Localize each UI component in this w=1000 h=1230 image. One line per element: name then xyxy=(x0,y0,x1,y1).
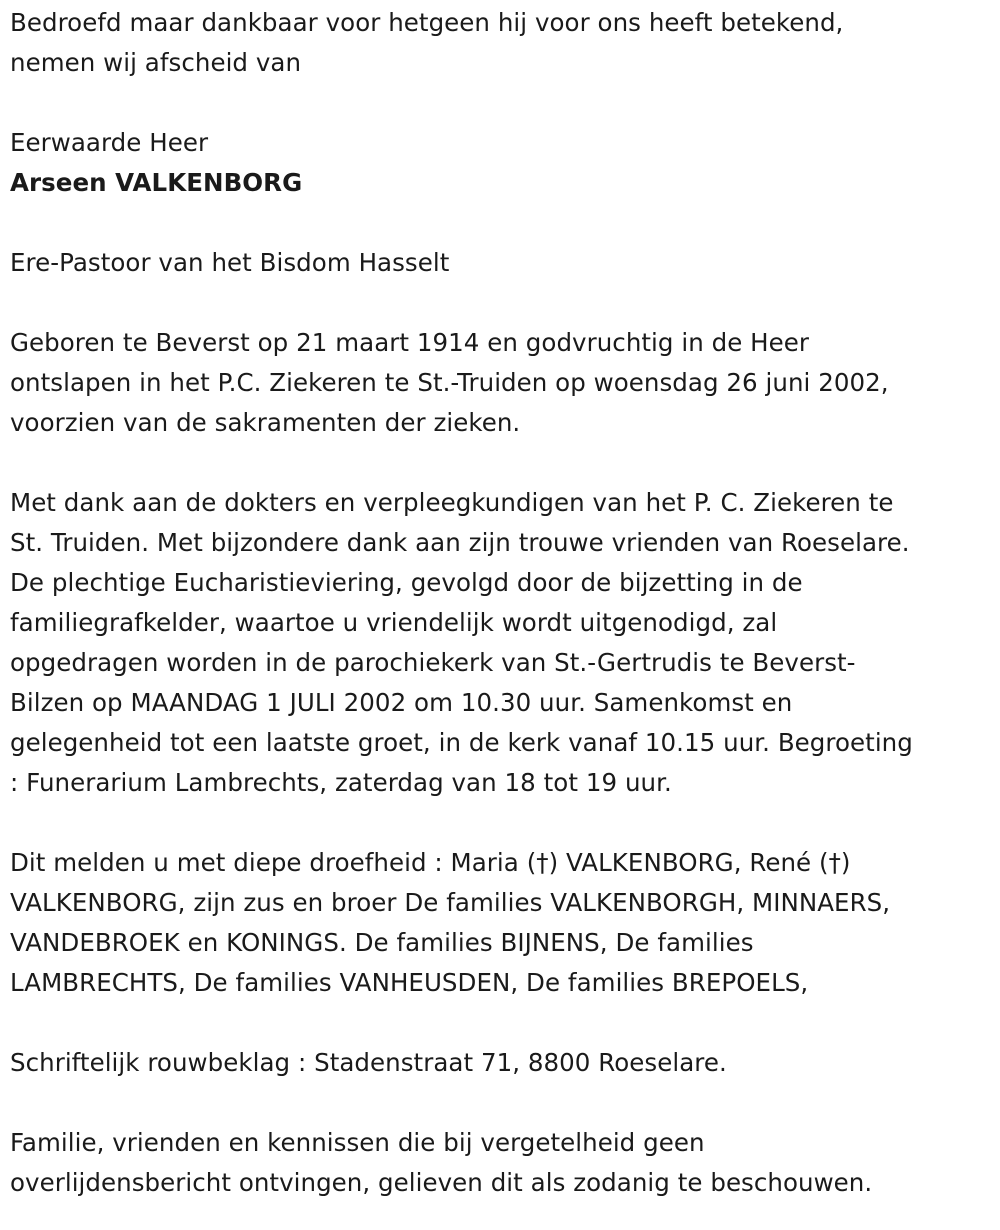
family-line: Dit melden u met diepe droefheid : Maria (†) VALKENBORG, René (†) xyxy=(10,848,851,877)
paragraph-gap xyxy=(10,1083,995,1123)
ceremony-line: familiegrafkelder, waartoe u vriendelijk wordt uitgenodigd, zal xyxy=(10,608,778,637)
birth-death-line: voorzien van de sakramenten der zieken. xyxy=(10,408,521,437)
closing-line: overlijdensbericht ontvingen, gelieven dit als zodanig te beschouwen. xyxy=(10,1168,873,1197)
closing-paragraph xyxy=(10,1123,995,1203)
paragraph-gap xyxy=(10,283,995,323)
death-notice xyxy=(10,3,995,1203)
intro-line: nemen wij afscheid van xyxy=(10,48,302,77)
family-line: VANDEBROEK en KONINGS. De families BIJNENS, De families xyxy=(10,928,754,957)
condolence-address: Schriftelijk rouwbeklag : Stadenstraat 71, 8800 Roeselare. xyxy=(10,1048,727,1077)
ceremony-line: Met dank aan de dokters en verpleegkundigen van het P. C. Ziekeren te xyxy=(10,488,894,517)
deceased-title: Ere-Pastoor van het Bisdom Hasselt xyxy=(10,248,450,277)
paragraph-gap xyxy=(10,83,995,123)
paragraph-gap xyxy=(10,443,995,483)
ceremony-paragraph xyxy=(10,483,995,803)
paragraph-gap xyxy=(10,803,995,843)
ceremony-line: St. Truiden. Met bijzondere dank aan zijn trouwe vrienden van Roeselare. xyxy=(10,528,910,557)
honorific: Eerwaarde Heer xyxy=(10,128,209,157)
family-line: LAMBRECHTS, De families VANHEUSDEN, De families BREPOELS, xyxy=(10,968,809,997)
birth-death-line: Geboren te Beverst op 21 maart 1914 en godvruchtig in de Heer xyxy=(10,328,810,357)
intro-paragraph xyxy=(10,3,995,83)
birth-death-line: ontslapen in het P.C. Ziekeren te St.-Truiden op woensdag 26 juni 2002, xyxy=(10,368,889,397)
birth-death-paragraph xyxy=(10,323,995,443)
deceased-name: Arseen VALKENBORG xyxy=(10,168,303,197)
intro-line: Bedroefd maar dankbaar voor hetgeen hij voor ons heeft betekend, xyxy=(10,8,844,37)
family-line: VALKENBORG, zijn zus en broer De families VALKENBORGH, MINNAERS, xyxy=(10,888,891,917)
ceremony-line: De plechtige Eucharistieviering, gevolgd door de bijzetting in de xyxy=(10,568,803,597)
ceremony-line: gelegenheid tot een laatste groet, in de kerk vanaf 10.15 uur. Begroeting xyxy=(10,728,913,757)
ceremony-line: opgedragen worden in de parochiekerk van St.-Gertrudis te Beverst- xyxy=(10,648,856,677)
closing-line: Familie, vrienden en kennissen die bij vergetelheid geen xyxy=(10,1128,705,1157)
paragraph-gap xyxy=(10,1003,995,1043)
ceremony-line: Bilzen op MAANDAG 1 JULI 2002 om 10.30 uur. Samenkomst en xyxy=(10,688,793,717)
ceremony-line: : Funerarium Lambrechts, zaterdag van 18 tot 19 uur. xyxy=(10,768,672,797)
family-paragraph xyxy=(10,843,995,1003)
paragraph-gap xyxy=(10,203,995,243)
